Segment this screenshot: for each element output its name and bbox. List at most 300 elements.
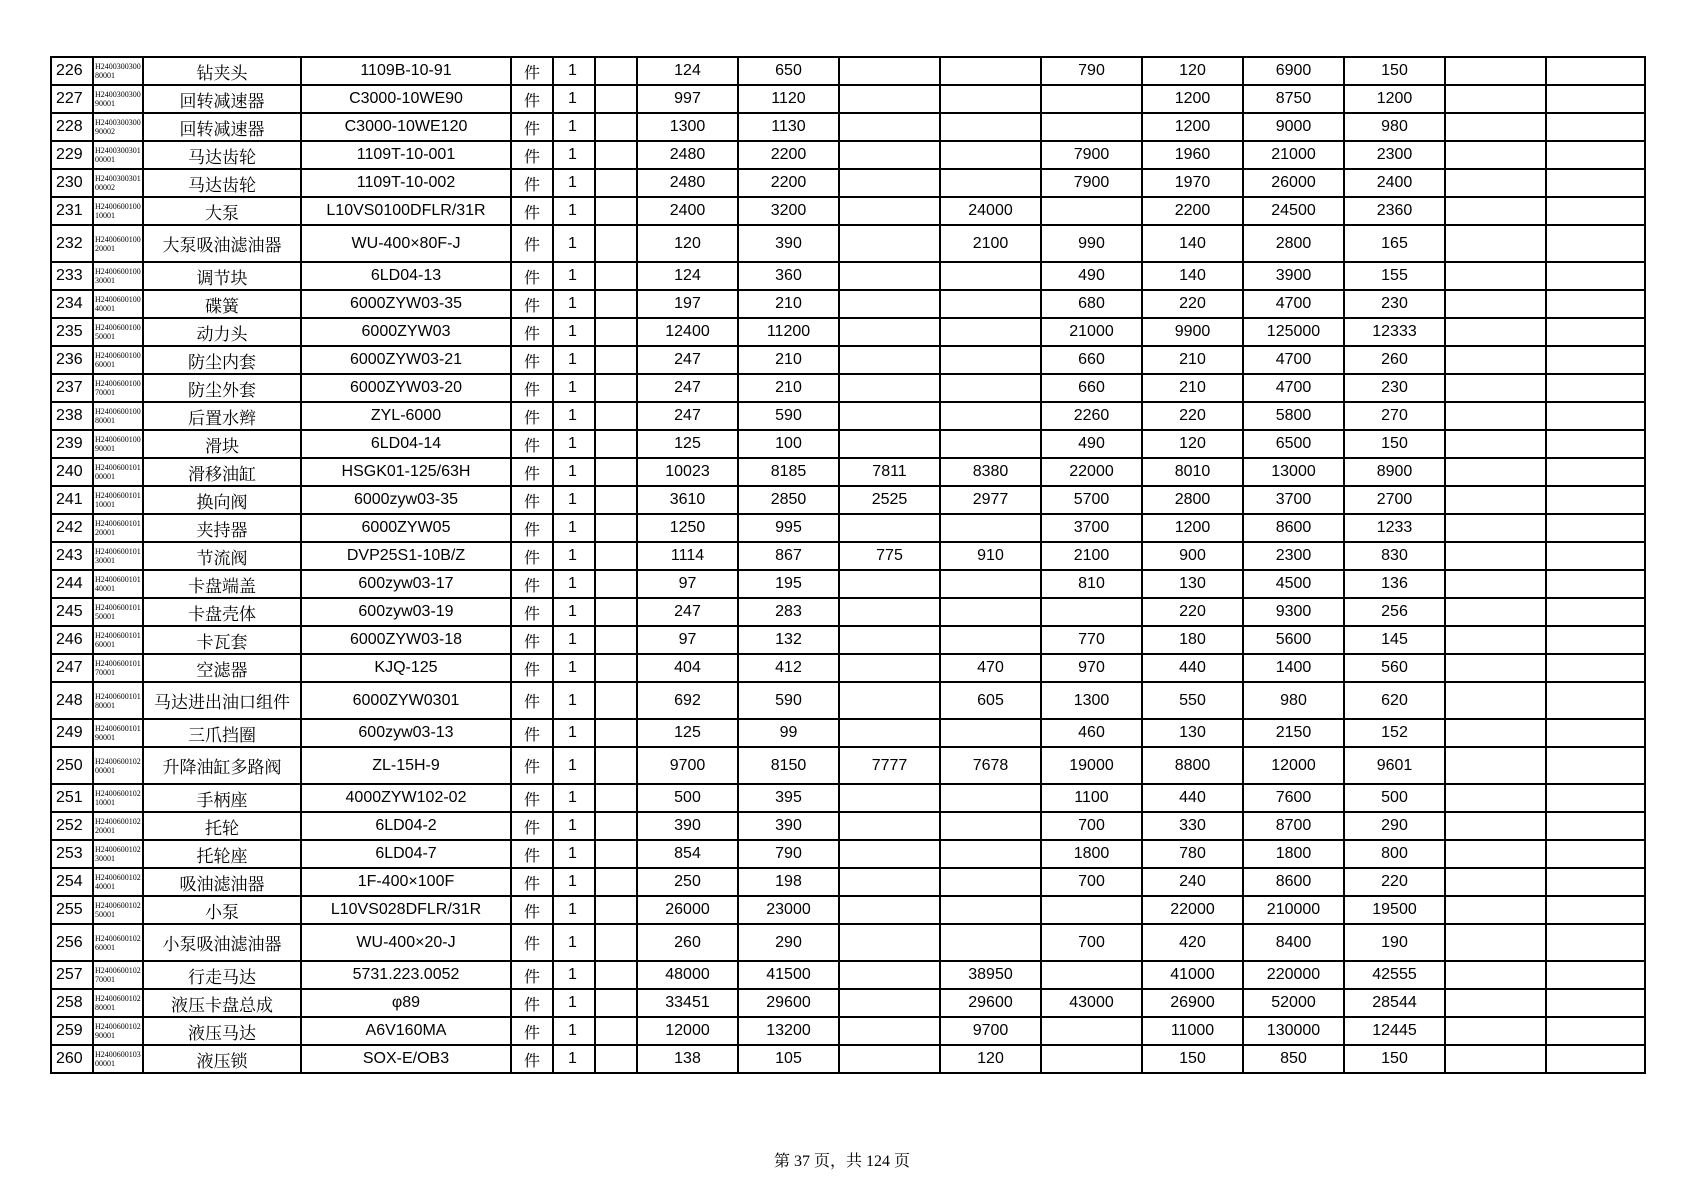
price-col-8: 145 xyxy=(1344,626,1445,654)
blank-cell xyxy=(1546,654,1645,682)
price-col-2: 283 xyxy=(738,598,839,626)
price-col-6: 420 xyxy=(1142,924,1243,961)
row-number: 230 xyxy=(51,169,93,197)
price-col-2: 995 xyxy=(738,514,839,542)
table-row xyxy=(51,141,1645,169)
row-number: 234 xyxy=(51,290,93,318)
material-code: H240060010270001 xyxy=(93,961,143,989)
price-col-4: 120 xyxy=(940,1045,1041,1073)
table-row xyxy=(51,626,1645,654)
blank-cell xyxy=(1445,1045,1546,1073)
price-col-8: 230 xyxy=(1344,374,1445,402)
price-col-6: 130 xyxy=(1142,570,1243,598)
price-col-4 xyxy=(940,570,1041,598)
price-col-4 xyxy=(940,626,1041,654)
price-col-5: 490 xyxy=(1041,262,1142,290)
unit: 件 xyxy=(511,626,553,654)
price-col-2: 99 xyxy=(738,719,839,747)
model-number: 6LD04-14 xyxy=(301,430,511,458)
part-name: 大泵 xyxy=(143,197,301,225)
blank-cell xyxy=(1445,290,1546,318)
price-col-4 xyxy=(940,318,1041,346)
price-col-1: 124 xyxy=(637,57,738,85)
blank-cell xyxy=(1445,514,1546,542)
part-name: 手柄座 xyxy=(143,784,301,812)
price-col-3: 7811 xyxy=(839,458,940,486)
price-col-2: 210 xyxy=(738,290,839,318)
unit: 件 xyxy=(511,840,553,868)
row-number: 255 xyxy=(51,896,93,924)
unit: 件 xyxy=(511,141,553,169)
table-row xyxy=(51,346,1645,374)
unit: 件 xyxy=(511,812,553,840)
price-col-5: 490 xyxy=(1041,430,1142,458)
blank-cell xyxy=(1546,374,1645,402)
price-col-5: 22000 xyxy=(1041,458,1142,486)
quantity: 1 xyxy=(553,225,595,262)
table-row xyxy=(51,57,1645,85)
part-name: 马达进出油口组件 xyxy=(143,682,301,719)
table-row xyxy=(51,784,1645,812)
quantity: 1 xyxy=(553,626,595,654)
price-col-6: 220 xyxy=(1142,402,1243,430)
quantity: 1 xyxy=(553,868,595,896)
unit: 件 xyxy=(511,458,553,486)
price-col-8: 136 xyxy=(1344,570,1445,598)
unit: 件 xyxy=(511,542,553,570)
row-number: 226 xyxy=(51,57,93,85)
blank-cell xyxy=(595,542,637,570)
price-col-7: 1400 xyxy=(1243,654,1344,682)
price-col-3 xyxy=(839,654,940,682)
quantity: 1 xyxy=(553,486,595,514)
price-col-1: 260 xyxy=(637,924,738,961)
price-col-3 xyxy=(839,1045,940,1073)
price-col-2: 867 xyxy=(738,542,839,570)
table-row xyxy=(51,896,1645,924)
model-number: KJQ-125 xyxy=(301,654,511,682)
blank-cell xyxy=(595,318,637,346)
price-col-1: 97 xyxy=(637,570,738,598)
price-col-7: 13000 xyxy=(1243,458,1344,486)
row-number: 242 xyxy=(51,514,93,542)
price-col-3 xyxy=(839,430,940,458)
price-col-8: 2400 xyxy=(1344,169,1445,197)
price-col-7: 3700 xyxy=(1243,486,1344,514)
blank-cell xyxy=(1445,113,1546,141)
price-col-5: 7900 xyxy=(1041,141,1142,169)
part-name: 后置水辫 xyxy=(143,402,301,430)
unit: 件 xyxy=(511,430,553,458)
price-col-2: 132 xyxy=(738,626,839,654)
price-col-5 xyxy=(1041,961,1142,989)
price-col-6: 440 xyxy=(1142,784,1243,812)
quantity: 1 xyxy=(553,896,595,924)
blank-cell xyxy=(1546,225,1645,262)
table-row xyxy=(51,85,1645,113)
unit: 件 xyxy=(511,402,553,430)
price-col-7: 26000 xyxy=(1243,169,1344,197)
quantity: 1 xyxy=(553,840,595,868)
blank-cell xyxy=(1445,598,1546,626)
price-col-3 xyxy=(839,290,940,318)
unit: 件 xyxy=(511,225,553,262)
blank-cell xyxy=(1445,85,1546,113)
part-name: 液压马达 xyxy=(143,1017,301,1045)
price-col-4 xyxy=(940,262,1041,290)
quantity: 1 xyxy=(553,989,595,1017)
table-row xyxy=(51,374,1645,402)
price-col-5: 700 xyxy=(1041,868,1142,896)
material-code: H240060010160001 xyxy=(93,626,143,654)
blank-cell xyxy=(1546,346,1645,374)
blank-cell xyxy=(1445,318,1546,346)
price-col-8: 9601 xyxy=(1344,747,1445,784)
blank-cell xyxy=(595,514,637,542)
part-name: 滑块 xyxy=(143,430,301,458)
blank-cell xyxy=(595,197,637,225)
part-name: 防尘内套 xyxy=(143,346,301,374)
price-col-5: 7900 xyxy=(1041,169,1142,197)
unit: 件 xyxy=(511,169,553,197)
blank-cell xyxy=(1445,812,1546,840)
price-col-6: 780 xyxy=(1142,840,1243,868)
quantity: 1 xyxy=(553,784,595,812)
price-col-6: 11000 xyxy=(1142,1017,1243,1045)
price-col-7: 210000 xyxy=(1243,896,1344,924)
unit: 件 xyxy=(511,989,553,1017)
price-col-6: 220 xyxy=(1142,290,1243,318)
quantity: 1 xyxy=(553,1017,595,1045)
part-name: 空滤器 xyxy=(143,654,301,682)
blank-cell xyxy=(1546,626,1645,654)
price-col-4 xyxy=(940,868,1041,896)
quantity: 1 xyxy=(553,1045,595,1073)
price-col-3 xyxy=(839,514,940,542)
price-col-1: 97 xyxy=(637,626,738,654)
price-col-6: 22000 xyxy=(1142,896,1243,924)
quantity: 1 xyxy=(553,402,595,430)
price-col-7: 7600 xyxy=(1243,784,1344,812)
material-code: H240030030080001 xyxy=(93,57,143,85)
price-col-3 xyxy=(839,57,940,85)
unit: 件 xyxy=(511,896,553,924)
price-col-5: 660 xyxy=(1041,346,1142,374)
quantity: 1 xyxy=(553,598,595,626)
model-number: ZYL-6000 xyxy=(301,402,511,430)
table-row xyxy=(51,169,1645,197)
price-col-7: 5800 xyxy=(1243,402,1344,430)
price-col-6: 210 xyxy=(1142,346,1243,374)
price-col-7: 12000 xyxy=(1243,747,1344,784)
price-col-8: 260 xyxy=(1344,346,1445,374)
price-col-8: 2300 xyxy=(1344,141,1445,169)
blank-cell xyxy=(1546,570,1645,598)
blank-cell xyxy=(1546,85,1645,113)
price-col-1: 125 xyxy=(637,430,738,458)
blank-cell xyxy=(1445,654,1546,682)
blank-cell xyxy=(1445,225,1546,262)
table-row xyxy=(51,1017,1645,1045)
price-col-2: 2200 xyxy=(738,169,839,197)
table-row xyxy=(51,486,1645,514)
price-col-1: 9700 xyxy=(637,747,738,784)
unit: 件 xyxy=(511,1017,553,1045)
blank-cell xyxy=(595,626,637,654)
quantity: 1 xyxy=(553,654,595,682)
blank-cell xyxy=(595,896,637,924)
model-number: A6V160MA xyxy=(301,1017,511,1045)
price-col-4 xyxy=(940,430,1041,458)
quantity: 1 xyxy=(553,113,595,141)
price-col-6: 120 xyxy=(1142,430,1243,458)
price-col-4: 24000 xyxy=(940,197,1041,225)
price-col-8: 560 xyxy=(1344,654,1445,682)
price-col-7: 2150 xyxy=(1243,719,1344,747)
price-col-7: 130000 xyxy=(1243,1017,1344,1045)
blank-cell xyxy=(1546,896,1645,924)
price-col-4 xyxy=(940,812,1041,840)
blank-cell xyxy=(1445,961,1546,989)
price-col-8: 150 xyxy=(1344,1045,1445,1073)
model-number: 6000ZYW03-20 xyxy=(301,374,511,402)
price-col-4 xyxy=(940,896,1041,924)
price-col-4: 38950 xyxy=(940,961,1041,989)
price-col-8: 1200 xyxy=(1344,85,1445,113)
model-number: 5731.223.0052 xyxy=(301,961,511,989)
price-col-7: 8600 xyxy=(1243,868,1344,896)
price-col-6: 140 xyxy=(1142,262,1243,290)
blank-cell xyxy=(595,719,637,747)
table-row xyxy=(51,197,1645,225)
price-col-7: 8600 xyxy=(1243,514,1344,542)
blank-cell xyxy=(595,57,637,85)
price-col-8: 165 xyxy=(1344,225,1445,262)
model-number: 1F-400×100F xyxy=(301,868,511,896)
price-col-1: 404 xyxy=(637,654,738,682)
price-col-1: 692 xyxy=(637,682,738,719)
part-name: 调节块 xyxy=(143,262,301,290)
price-col-5: 21000 xyxy=(1041,318,1142,346)
unit: 件 xyxy=(511,682,553,719)
model-number: WU-400×80F-J xyxy=(301,225,511,262)
price-col-3 xyxy=(839,598,940,626)
price-col-4: 910 xyxy=(940,542,1041,570)
part-name: 钻夹头 xyxy=(143,57,301,85)
material-code: H240030030100001 xyxy=(93,141,143,169)
material-code: H240060010180001 xyxy=(93,682,143,719)
price-col-5: 700 xyxy=(1041,812,1142,840)
blank-cell xyxy=(1546,169,1645,197)
blank-cell xyxy=(1546,318,1645,346)
row-number: 235 xyxy=(51,318,93,346)
quantity: 1 xyxy=(553,197,595,225)
model-number: WU-400×20-J xyxy=(301,924,511,961)
material-code: H240060010280001 xyxy=(93,989,143,1017)
row-number: 248 xyxy=(51,682,93,719)
price-col-6: 2800 xyxy=(1142,486,1243,514)
blank-cell xyxy=(1546,514,1645,542)
blank-cell xyxy=(1546,682,1645,719)
price-col-5: 680 xyxy=(1041,290,1142,318)
price-col-2: 29600 xyxy=(738,989,839,1017)
price-col-7: 2300 xyxy=(1243,542,1344,570)
price-col-2: 1130 xyxy=(738,113,839,141)
price-col-2: 198 xyxy=(738,868,839,896)
blank-cell xyxy=(1445,840,1546,868)
material-code: H240060010290001 xyxy=(93,1017,143,1045)
blank-cell xyxy=(1445,626,1546,654)
price-col-6: 140 xyxy=(1142,225,1243,262)
row-number: 257 xyxy=(51,961,93,989)
price-col-3 xyxy=(839,989,940,1017)
price-col-1: 48000 xyxy=(637,961,738,989)
price-col-2: 210 xyxy=(738,346,839,374)
blank-cell xyxy=(1546,1045,1645,1073)
table-row xyxy=(51,458,1645,486)
price-col-1: 125 xyxy=(637,719,738,747)
price-col-6: 180 xyxy=(1142,626,1243,654)
quantity: 1 xyxy=(553,290,595,318)
price-col-4: 29600 xyxy=(940,989,1041,1017)
price-col-8: 2360 xyxy=(1344,197,1445,225)
price-col-1: 500 xyxy=(637,784,738,812)
unit: 件 xyxy=(511,290,553,318)
price-col-2: 41500 xyxy=(738,961,839,989)
blank-cell xyxy=(1445,402,1546,430)
quantity: 1 xyxy=(553,169,595,197)
part-name: 回转减速器 xyxy=(143,113,301,141)
blank-cell xyxy=(1445,868,1546,896)
price-col-5: 700 xyxy=(1041,924,1142,961)
price-col-5: 2260 xyxy=(1041,402,1142,430)
material-code: H240060010150001 xyxy=(93,598,143,626)
price-col-8: 28544 xyxy=(1344,989,1445,1017)
price-col-1: 2400 xyxy=(637,197,738,225)
price-col-5 xyxy=(1041,598,1142,626)
unit: 件 xyxy=(511,598,553,626)
price-col-1: 247 xyxy=(637,374,738,402)
price-col-4 xyxy=(940,141,1041,169)
price-col-7: 5600 xyxy=(1243,626,1344,654)
price-col-6: 330 xyxy=(1142,812,1243,840)
quantity: 1 xyxy=(553,542,595,570)
blank-cell xyxy=(595,262,637,290)
model-number: 6000ZYW03 xyxy=(301,318,511,346)
blank-cell xyxy=(1546,430,1645,458)
unit: 件 xyxy=(511,784,553,812)
price-col-1: 1114 xyxy=(637,542,738,570)
blank-cell xyxy=(1546,197,1645,225)
price-col-2: 390 xyxy=(738,812,839,840)
price-col-2: 100 xyxy=(738,430,839,458)
model-number: 6LD04-2 xyxy=(301,812,511,840)
price-col-5: 19000 xyxy=(1041,747,1142,784)
table-row xyxy=(51,840,1645,868)
unit: 件 xyxy=(511,654,553,682)
price-col-4 xyxy=(940,719,1041,747)
price-col-2: 13200 xyxy=(738,1017,839,1045)
material-code: H240060010170001 xyxy=(93,654,143,682)
price-col-3 xyxy=(839,262,940,290)
material-code: H240060010010001 xyxy=(93,197,143,225)
price-col-2: 23000 xyxy=(738,896,839,924)
blank-cell xyxy=(595,747,637,784)
price-col-4 xyxy=(940,85,1041,113)
quantity: 1 xyxy=(553,458,595,486)
model-number: 1109T-10-002 xyxy=(301,169,511,197)
blank-cell xyxy=(595,868,637,896)
model-number: 6000ZYW03-21 xyxy=(301,346,511,374)
price-col-4: 9700 xyxy=(940,1017,1041,1045)
part-name: 碟簧 xyxy=(143,290,301,318)
table-row xyxy=(51,542,1645,570)
price-col-8: 220 xyxy=(1344,868,1445,896)
price-col-6: 1960 xyxy=(1142,141,1243,169)
model-number: 6LD04-7 xyxy=(301,840,511,868)
price-col-4 xyxy=(940,346,1041,374)
price-col-2: 360 xyxy=(738,262,839,290)
price-col-7: 52000 xyxy=(1243,989,1344,1017)
price-col-2: 650 xyxy=(738,57,839,85)
row-number: 238 xyxy=(51,402,93,430)
blank-cell xyxy=(1445,346,1546,374)
price-col-1: 1250 xyxy=(637,514,738,542)
price-col-7: 8700 xyxy=(1243,812,1344,840)
price-col-4: 7678 xyxy=(940,747,1041,784)
price-col-6: 210 xyxy=(1142,374,1243,402)
price-col-3 xyxy=(839,85,940,113)
table-row xyxy=(51,868,1645,896)
price-col-5: 990 xyxy=(1041,225,1142,262)
model-number: 6000ZYW0301 xyxy=(301,682,511,719)
price-col-3 xyxy=(839,225,940,262)
table-row xyxy=(51,682,1645,719)
price-col-5: 1300 xyxy=(1041,682,1142,719)
material-code: H240060010220001 xyxy=(93,812,143,840)
blank-cell xyxy=(595,346,637,374)
part-name: 卡盘端盖 xyxy=(143,570,301,598)
price-col-2: 590 xyxy=(738,682,839,719)
price-col-8: 290 xyxy=(1344,812,1445,840)
material-code: H240060010060001 xyxy=(93,346,143,374)
price-col-1: 138 xyxy=(637,1045,738,1073)
row-number: 251 xyxy=(51,784,93,812)
blank-cell xyxy=(1445,1017,1546,1045)
price-col-2: 210 xyxy=(738,374,839,402)
blank-cell xyxy=(1546,290,1645,318)
table-row xyxy=(51,402,1645,430)
price-col-5 xyxy=(1041,1017,1142,1045)
unit: 件 xyxy=(511,1045,553,1073)
price-col-4 xyxy=(940,514,1041,542)
price-col-2: 3200 xyxy=(738,197,839,225)
price-col-2: 395 xyxy=(738,784,839,812)
price-col-1: 12000 xyxy=(637,1017,738,1045)
quantity: 1 xyxy=(553,430,595,458)
price-col-7: 4700 xyxy=(1243,290,1344,318)
price-col-6: 26900 xyxy=(1142,989,1243,1017)
unit: 件 xyxy=(511,197,553,225)
model-number: 6000zyw03-35 xyxy=(301,486,511,514)
quantity: 1 xyxy=(553,346,595,374)
price-table xyxy=(50,56,1646,1074)
price-col-7: 8750 xyxy=(1243,85,1344,113)
price-col-2: 105 xyxy=(738,1045,839,1073)
model-number: 6LD04-13 xyxy=(301,262,511,290)
quantity: 1 xyxy=(553,747,595,784)
row-number: 253 xyxy=(51,840,93,868)
